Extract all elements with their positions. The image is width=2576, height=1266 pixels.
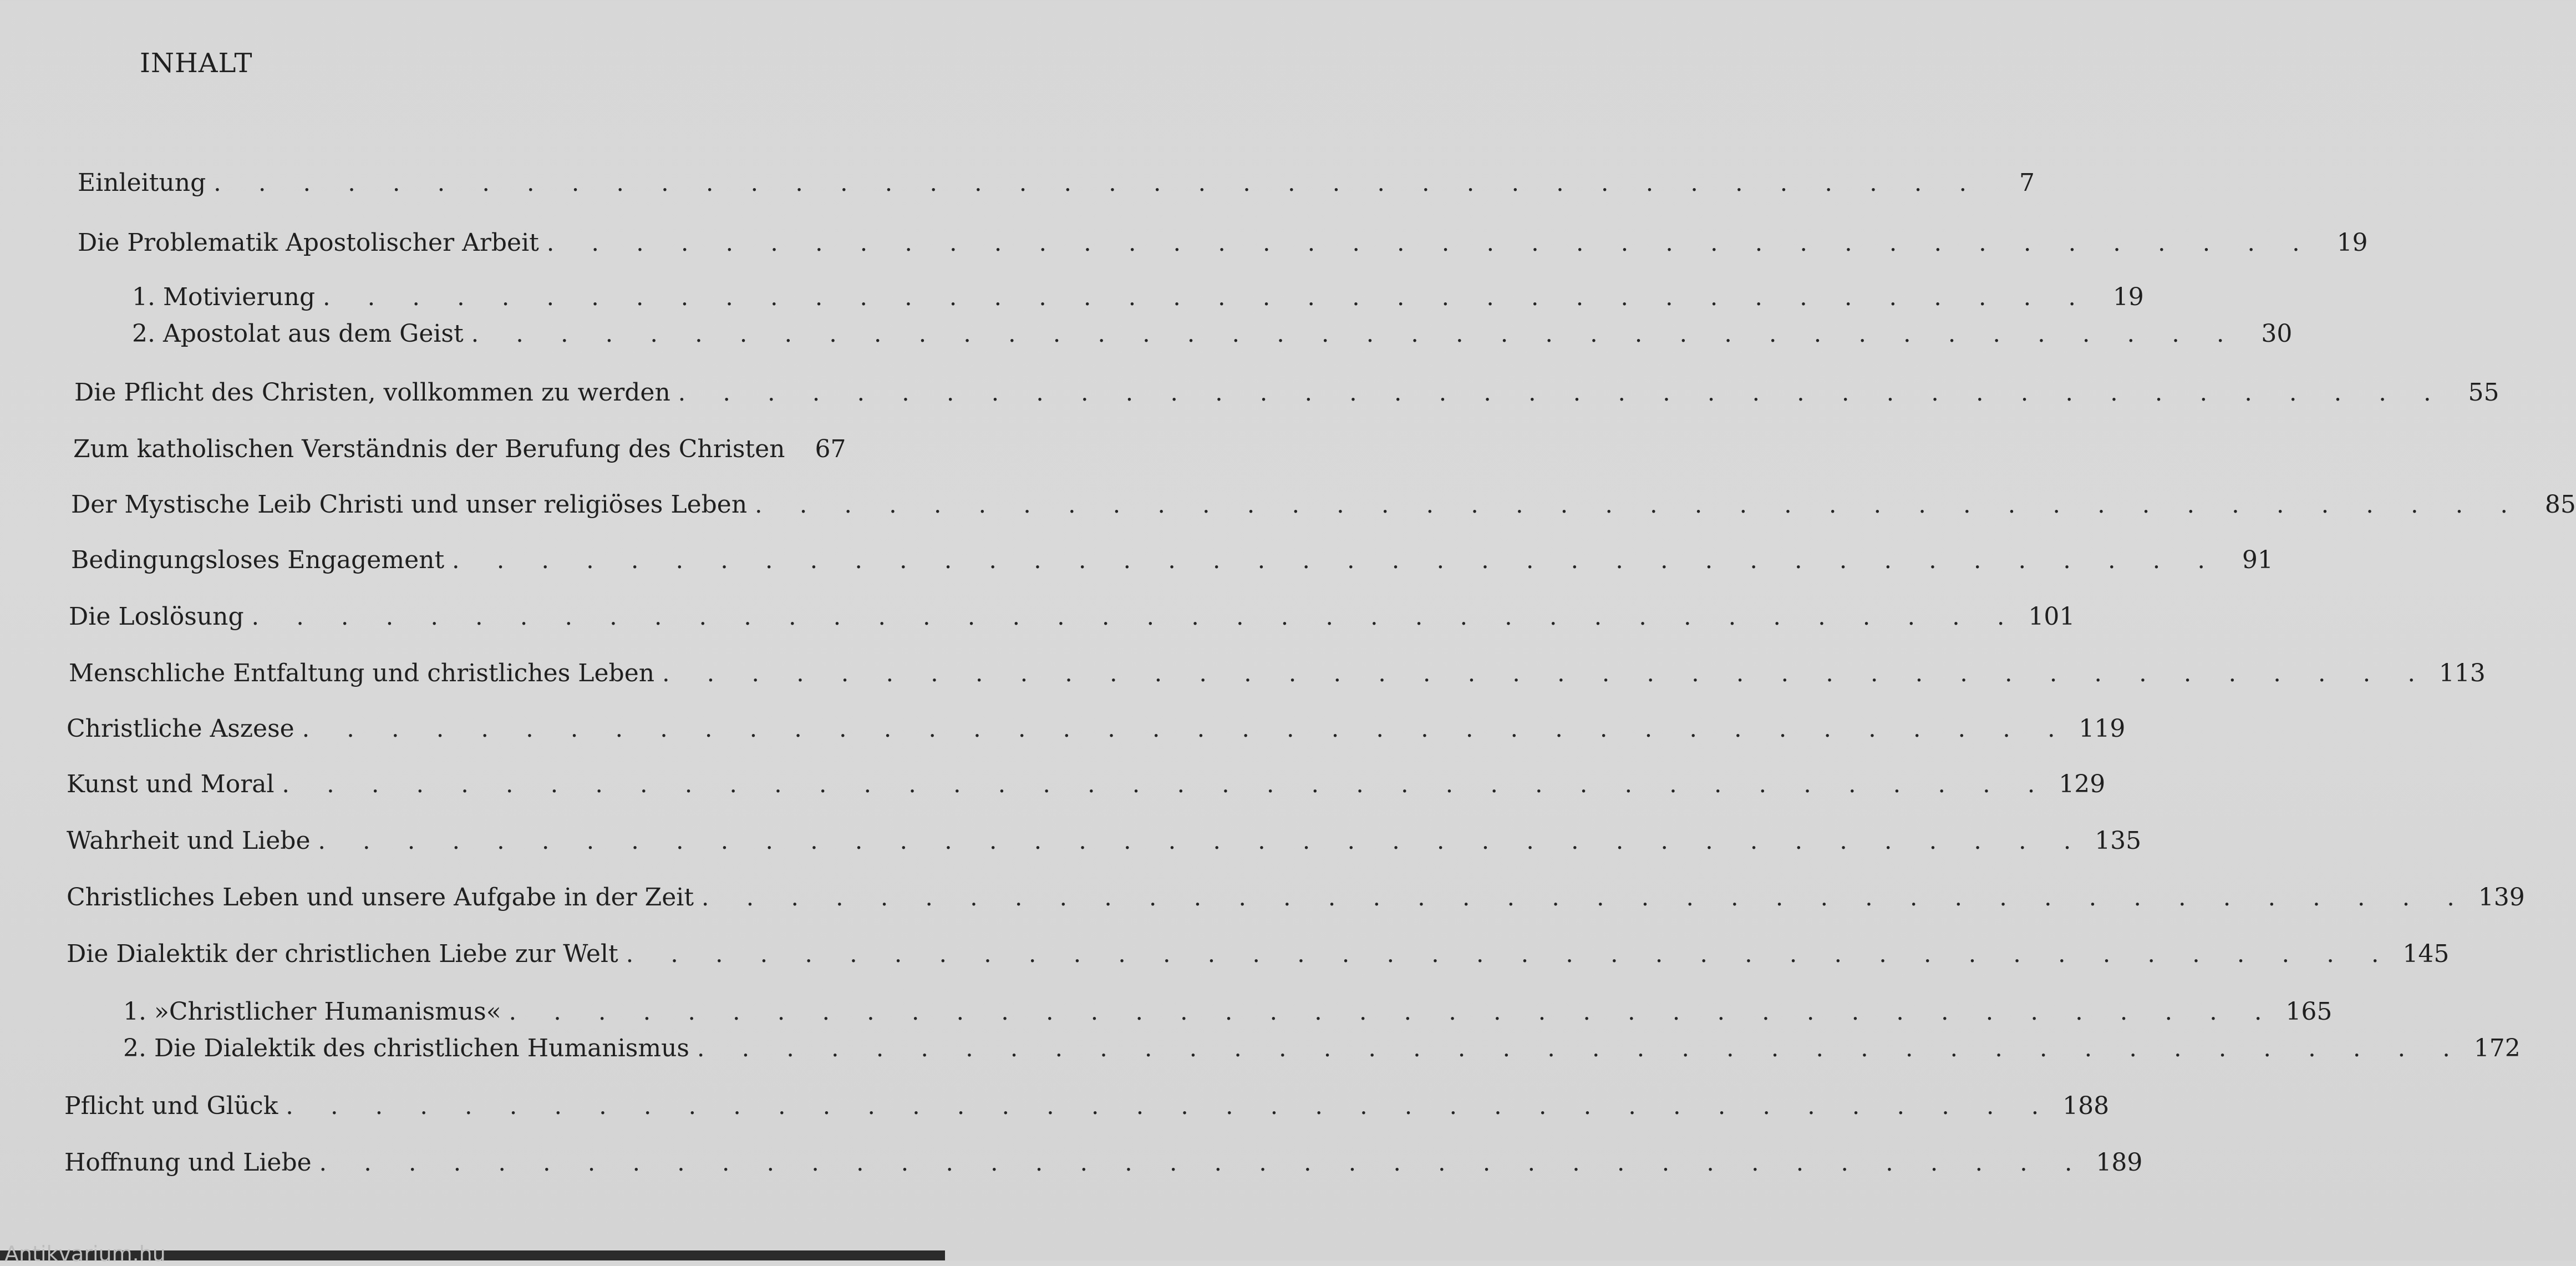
toc-entry-title: 1. »Christlicher Humanismus« [123, 997, 501, 1026]
dot-leader: . . . . . . . . . . . . . . . . . . . . . . . . . . . . . . . . . . . . . . . . [678, 379, 2446, 406]
toc-entry-page: 19 [2112, 283, 2144, 311]
toc-subentry-motivierung [132, 281, 2144, 314]
toc-entry-title: 2. Apostolat aus dem Geist [132, 320, 464, 348]
toc-entry-title: Die Pflicht des Christen, vollkommen zu werden [74, 378, 670, 407]
toc-entry-title: Hoffnung und Liebe [64, 1148, 312, 1177]
toc-entry-dialektik-liebe [67, 938, 2450, 971]
watermark-text: Antikvarium.hu [4, 1242, 166, 1266]
dot-leader: . . . . . . . . . . . . . . . . . . . . . . . . . . . . . . . . . . . . . . . . [755, 491, 2523, 518]
toc-entry-page: 139 [2478, 883, 2525, 911]
dot-leader: . . . . . . . . . . . . . . . . . . . . . . . . . . . . . . . . . . . . . . . . [546, 229, 2315, 256]
toc-entry-title: Wahrheit und Liebe [67, 827, 311, 855]
toc-entry-page: 188 [2062, 1092, 2110, 1120]
toc-entry-title: 1. Motivierung [132, 283, 316, 311]
dot-leader: . . . . . . . . . . . . . . . . . . . . . . . . . . . . . . . . . . . . . . . . [318, 827, 2086, 854]
toc-entry-title: Pflicht und Glück [64, 1092, 278, 1120]
toc-entry-page: 113 [2438, 659, 2486, 687]
toc-entry-title: 2. Die Dialektik des christlichen Humanismus [123, 1034, 690, 1062]
toc-heading: INHALT [140, 48, 253, 79]
toc-entry-page: 101 [2028, 602, 2075, 631]
toc-entry-title: Die Problematik Apostolischer Arbeit [78, 229, 539, 257]
dot-leader: . . . . . . . . . . . . . . . . . . . . . . . . . . . . . . . . . . . . . . . . [702, 884, 2470, 911]
toc-entry-kunst-moral [67, 768, 2106, 801]
toc-entry-engagement [71, 544, 2273, 577]
toc-entry-aufgabe-zeit [67, 881, 2525, 914]
toc-entry-mystische-leib [71, 488, 2576, 521]
toc-entry-title: Zum katholischen Verständnis der Berufung des Christen [73, 435, 785, 463]
toc-entry-page: 30 [2261, 320, 2293, 348]
dot-leader: . . . . . . . . . . . . . . . . . . . . . . . . . . . . . . . . . . . . . . . . [662, 660, 2430, 687]
toc-entry-page: 129 [2059, 770, 2106, 798]
toc-entry-berufung [73, 433, 846, 466]
toc-entry-problematik [78, 226, 2368, 260]
toc-entry-aszese [67, 712, 2126, 746]
toc-entry-page: 119 [2079, 715, 2126, 743]
toc-entry-page: 85 [2544, 490, 2576, 519]
toc-subentry-apostolat [132, 317, 2293, 351]
toc-entry-hoffnung-liebe [64, 1146, 2143, 1179]
dot-leader: . . . . . . . . . . . . . . . . . . . . . . . . . . . . . . . . . . . . . . . . [286, 1092, 2054, 1120]
dot-leader: . . . . . . . . . . . . . . . . . . . . . . . . . . . . . . . . . . . . . . . . [323, 283, 2091, 311]
toc-entry-title: Die Loslösung [69, 602, 244, 631]
toc-entry-page: 165 [2285, 997, 2333, 1026]
toc-entry-page: 91 [2242, 546, 2273, 574]
dot-leader: . . . . . . . . . . . . . . . . . . . . . . . . . . . . . . . . . . . . . . . . [452, 546, 2220, 574]
dot-leader: . . . . . . . . . . . . . . . . . . . . . . . . . . . . . . . . . . . . . . . . [214, 169, 1981, 196]
toc-entry-page: 135 [2095, 827, 2142, 855]
toc-entry-title: Die Dialektik der christlichen Liebe zur Welt [67, 940, 618, 968]
toc-entry-page: 55 [2468, 378, 2499, 407]
bottom-edge-strip [0, 1242, 945, 1266]
dot-leader: . . . . . . . . . . . . . . . . . . . . . . . . . . . . . . . . . . . . . . . . [509, 998, 2277, 1025]
toc-entry-pflicht-christen [74, 376, 2499, 409]
toc-subentry-humanismus [123, 995, 2333, 1029]
toc-entry-losloesung [69, 600, 2075, 634]
dot-leader: . . . . . . . . . . . . . . . . . . . . . . . . . . . . . . . . . . . . . . . . [251, 603, 2020, 630]
dot-leader: . . . . . . . . . . . . . . . . . . . . . . . . . . . . . . . . . . . . . . . . [471, 320, 2239, 347]
toc-entry-page: 145 [2402, 940, 2450, 968]
toc-entry-entfaltung [69, 657, 2486, 690]
dot-leader: . . . . . . . . . . . . . . . . . . . . . . . . . . . . . . . . . . . . . . . . [302, 715, 2070, 742]
toc-entry-title: Der Mystische Leib Christi und unser religiöses Leben [71, 490, 748, 519]
toc-entry-page: 67 [815, 435, 846, 463]
toc-entry-title: Menschliche Entfaltung und christliches Leben [69, 659, 655, 687]
dot-leader: . . . . . . . . . . . . . . . . . . . . . . . . . . . . . . . . . . . . . . . . [697, 1035, 2465, 1062]
toc-entry-title: Einleitung [78, 169, 206, 197]
toc-subentry-dialektik-humanismus [123, 1032, 2521, 1065]
toc-entry-page: 189 [2096, 1148, 2143, 1177]
toc-entry-einleitung [78, 166, 2035, 200]
dot-leader: . . . . . . . . . . . . . . . . . . . . . . . . . . . . . . . . . . . . . . . . [282, 771, 2050, 798]
dot-leader: . . . . . . . . . . . . . . . . . . . . . . . . . . . . . . . . . . . . . . . . [626, 940, 2394, 968]
toc-entry-wahrheit-liebe [67, 824, 2142, 858]
toc-entry-page: 7 [2019, 169, 2035, 197]
toc-entry-title: Christliches Leben und unsere Aufgabe in der Zeit [67, 883, 694, 911]
toc-entry-title: Christliche Aszese [67, 715, 294, 743]
toc-entry-title: Kunst und Moral [67, 770, 275, 798]
toc-entry-page: 19 [2336, 229, 2368, 257]
toc-entry-title: Bedingungsloses Engagement [71, 546, 445, 574]
toc-entry-pflicht-glueck [64, 1090, 2110, 1123]
dot-leader: . . . . . . . . . . . . . . . . . . . . . . . . . . . . . . . . . . . . . . . . [319, 1149, 2087, 1176]
toc-entry-page: 172 [2473, 1034, 2521, 1062]
